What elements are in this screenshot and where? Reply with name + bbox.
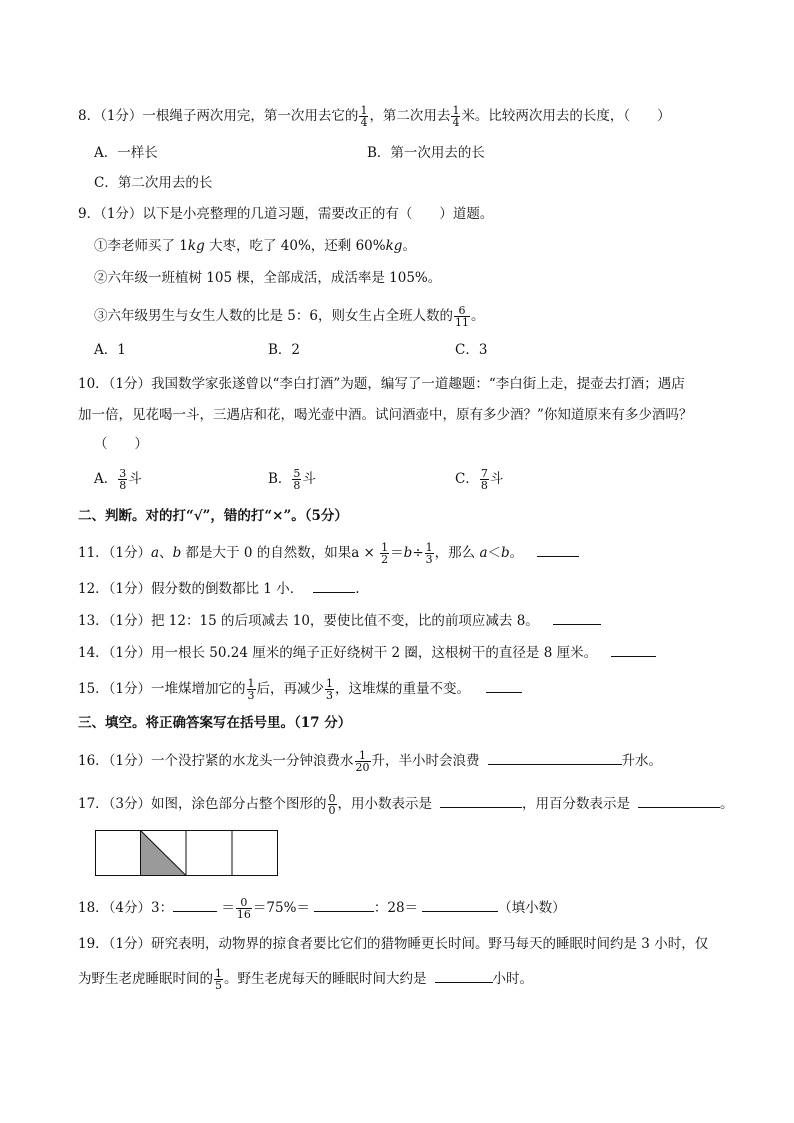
q10-option-a: A． $\frac{3}{8}$ 斗 — [94, 467, 142, 492]
q15: 15．（1分）一堆煤增加它的 $\frac{1}{3}$ 后，再减少 $\frac{1}{3}$ ，这堆煤的重量不变。 — [78, 678, 522, 701]
fraction: $\frac{1}{4}$ — [452, 104, 460, 129]
q19-line-2: 为野生老虎睡眠时间的 $\frac{1}{5}$ 。野生老虎每天的睡眠时间大约是 小时。 — [78, 967, 533, 992]
answer-blank[interactable] — [314, 897, 374, 912]
section-2-heading: 二、判断。对的打“√”，错的打“×”。（5分） — [78, 508, 348, 524]
q13: 13．（1分）把 12：15 的后项减去 10，要使比值不变，比的前项应减去 8。 — [78, 610, 601, 631]
q11: 11．（1分）a、b 都是大于 0 的自然数，如果a × $\frac{1}{2}$ ＝b÷ $\frac{1}{3}$ ，那么 a＜b。 — [78, 542, 579, 565]
q9-stem: 9．（1分）以下是小亮整理的几道习题，需要改正的有（ ）道题。 — [78, 206, 494, 222]
q19-line-1: 19．（1分）研究表明，动物界的掠食者要比它们的猎物睡更长时间。野马每天的睡眠时间约是 3 小时，仅 — [78, 936, 709, 952]
answer-blank[interactable] — [486, 678, 522, 693]
q17: 17．（3分）如图，涂色部分占整个图形的 $\frac{0}{0}$ ，用小数表示是 ，用百分数表示是 。 — [78, 792, 734, 817]
answer-blank[interactable] — [435, 968, 493, 983]
fraction: $\frac{6}{11}$ — [454, 304, 469, 329]
shaded-squares-figure — [95, 830, 279, 878]
q16: 16．（1分）一个没拧紧的水龙头一分钟浪费水 $\frac{1}{20}$ 升，半小时会浪费 升水。 — [78, 749, 663, 774]
fraction: $\frac{1}{3}$ — [425, 541, 433, 566]
q9-item-3: ③六年级男生与女生人数的比是 5：6，则女生占全班人数的 $\frac{6}{11}$ 。 — [94, 304, 485, 329]
q9-option-a: A．1 — [94, 342, 126, 358]
q10-line-3: （ ） — [94, 436, 148, 452]
answer-blank[interactable] — [440, 793, 522, 808]
q10-line-2: 加一倍，见花喝一斗，三遇店和花，喝光壶中酒。试问酒壶中，原有多少酒？”你知道原来有多少酒吗？ — [78, 407, 693, 423]
fraction: $\frac{1}{2}$ — [381, 541, 389, 566]
fraction: $\frac{1}{20}$ — [355, 749, 370, 774]
answer-blank[interactable] — [313, 578, 355, 593]
q12: 12．（1分）假分数的倒数都比 1 小． . — [78, 578, 360, 599]
answer-blank[interactable] — [488, 750, 622, 765]
fraction: $\frac{1}{5}$ — [215, 967, 222, 992]
q10-option-b: B． $\frac{5}{8}$ 斗 — [268, 467, 316, 492]
q10-line-1: 10．（1分）我国数学家张遂曾以“李白打酒”为题，编写了一道趣题：“李白街上走，提壶去打酒；遇店 — [78, 376, 685, 392]
fraction: $\frac{5}{8}$ — [293, 467, 301, 492]
fraction: $\frac{3}{8}$ — [119, 467, 127, 492]
answer-blank[interactable] — [638, 793, 720, 808]
fraction: $\frac{1}{3}$ — [247, 677, 255, 702]
answer-blank[interactable] — [611, 642, 656, 657]
fraction: $\frac{7}{8}$ — [480, 467, 488, 492]
q9-option-b: B．2 — [268, 342, 301, 358]
q8-option-a: A．一样长 — [94, 145, 158, 161]
q9-item-2: ②六年级一班植树 105 棵，全部成活，成活率是 105%。 — [94, 270, 442, 286]
answer-blank[interactable] — [553, 610, 601, 625]
q8-stem: 8．（1分）一根绳子两次用完，第一次用去它的 $\frac{1}{4}$ ，第二次用去 $\frac{1}{4}$ 米。比较两次用去的长度，（ ） — [78, 104, 671, 129]
q9-option-c: C．3 — [455, 342, 488, 358]
q8-option-c: C．第二次用去的长 — [94, 175, 213, 191]
answer-blank[interactable] — [173, 897, 217, 912]
section-3-heading: 三、填空。将正确答案写在括号里。（17 分） — [78, 715, 352, 731]
q14: 14．（1分）用一根长 50.24 厘米的绳子正好绕树干 2 圈，这根树干的直径是 8 厘米。 — [78, 642, 656, 663]
q18: 18．（4分）3： ＝ $\frac{0}{16}$ ＝75%＝ ：28＝ （填小数） — [78, 896, 566, 921]
answer-blank[interactable] — [422, 897, 498, 912]
fraction: $\frac{1}{3}$ — [326, 677, 334, 702]
q9-item-1: ①李老师买了 1kg 大枣，吃了 40%，还剩 60%kg。 — [94, 238, 416, 254]
fraction: $\frac{0}{16}$ — [236, 896, 251, 921]
fraction: $\frac{0}{0}$ — [328, 792, 336, 817]
answer-blank[interactable] — [537, 542, 579, 557]
q10-option-c: C． $\frac{7}{8}$ 斗 — [455, 467, 504, 492]
fraction: $\frac{1}{4}$ — [360, 104, 368, 129]
q8-option-b: B．第一次用去的长 — [367, 145, 485, 161]
